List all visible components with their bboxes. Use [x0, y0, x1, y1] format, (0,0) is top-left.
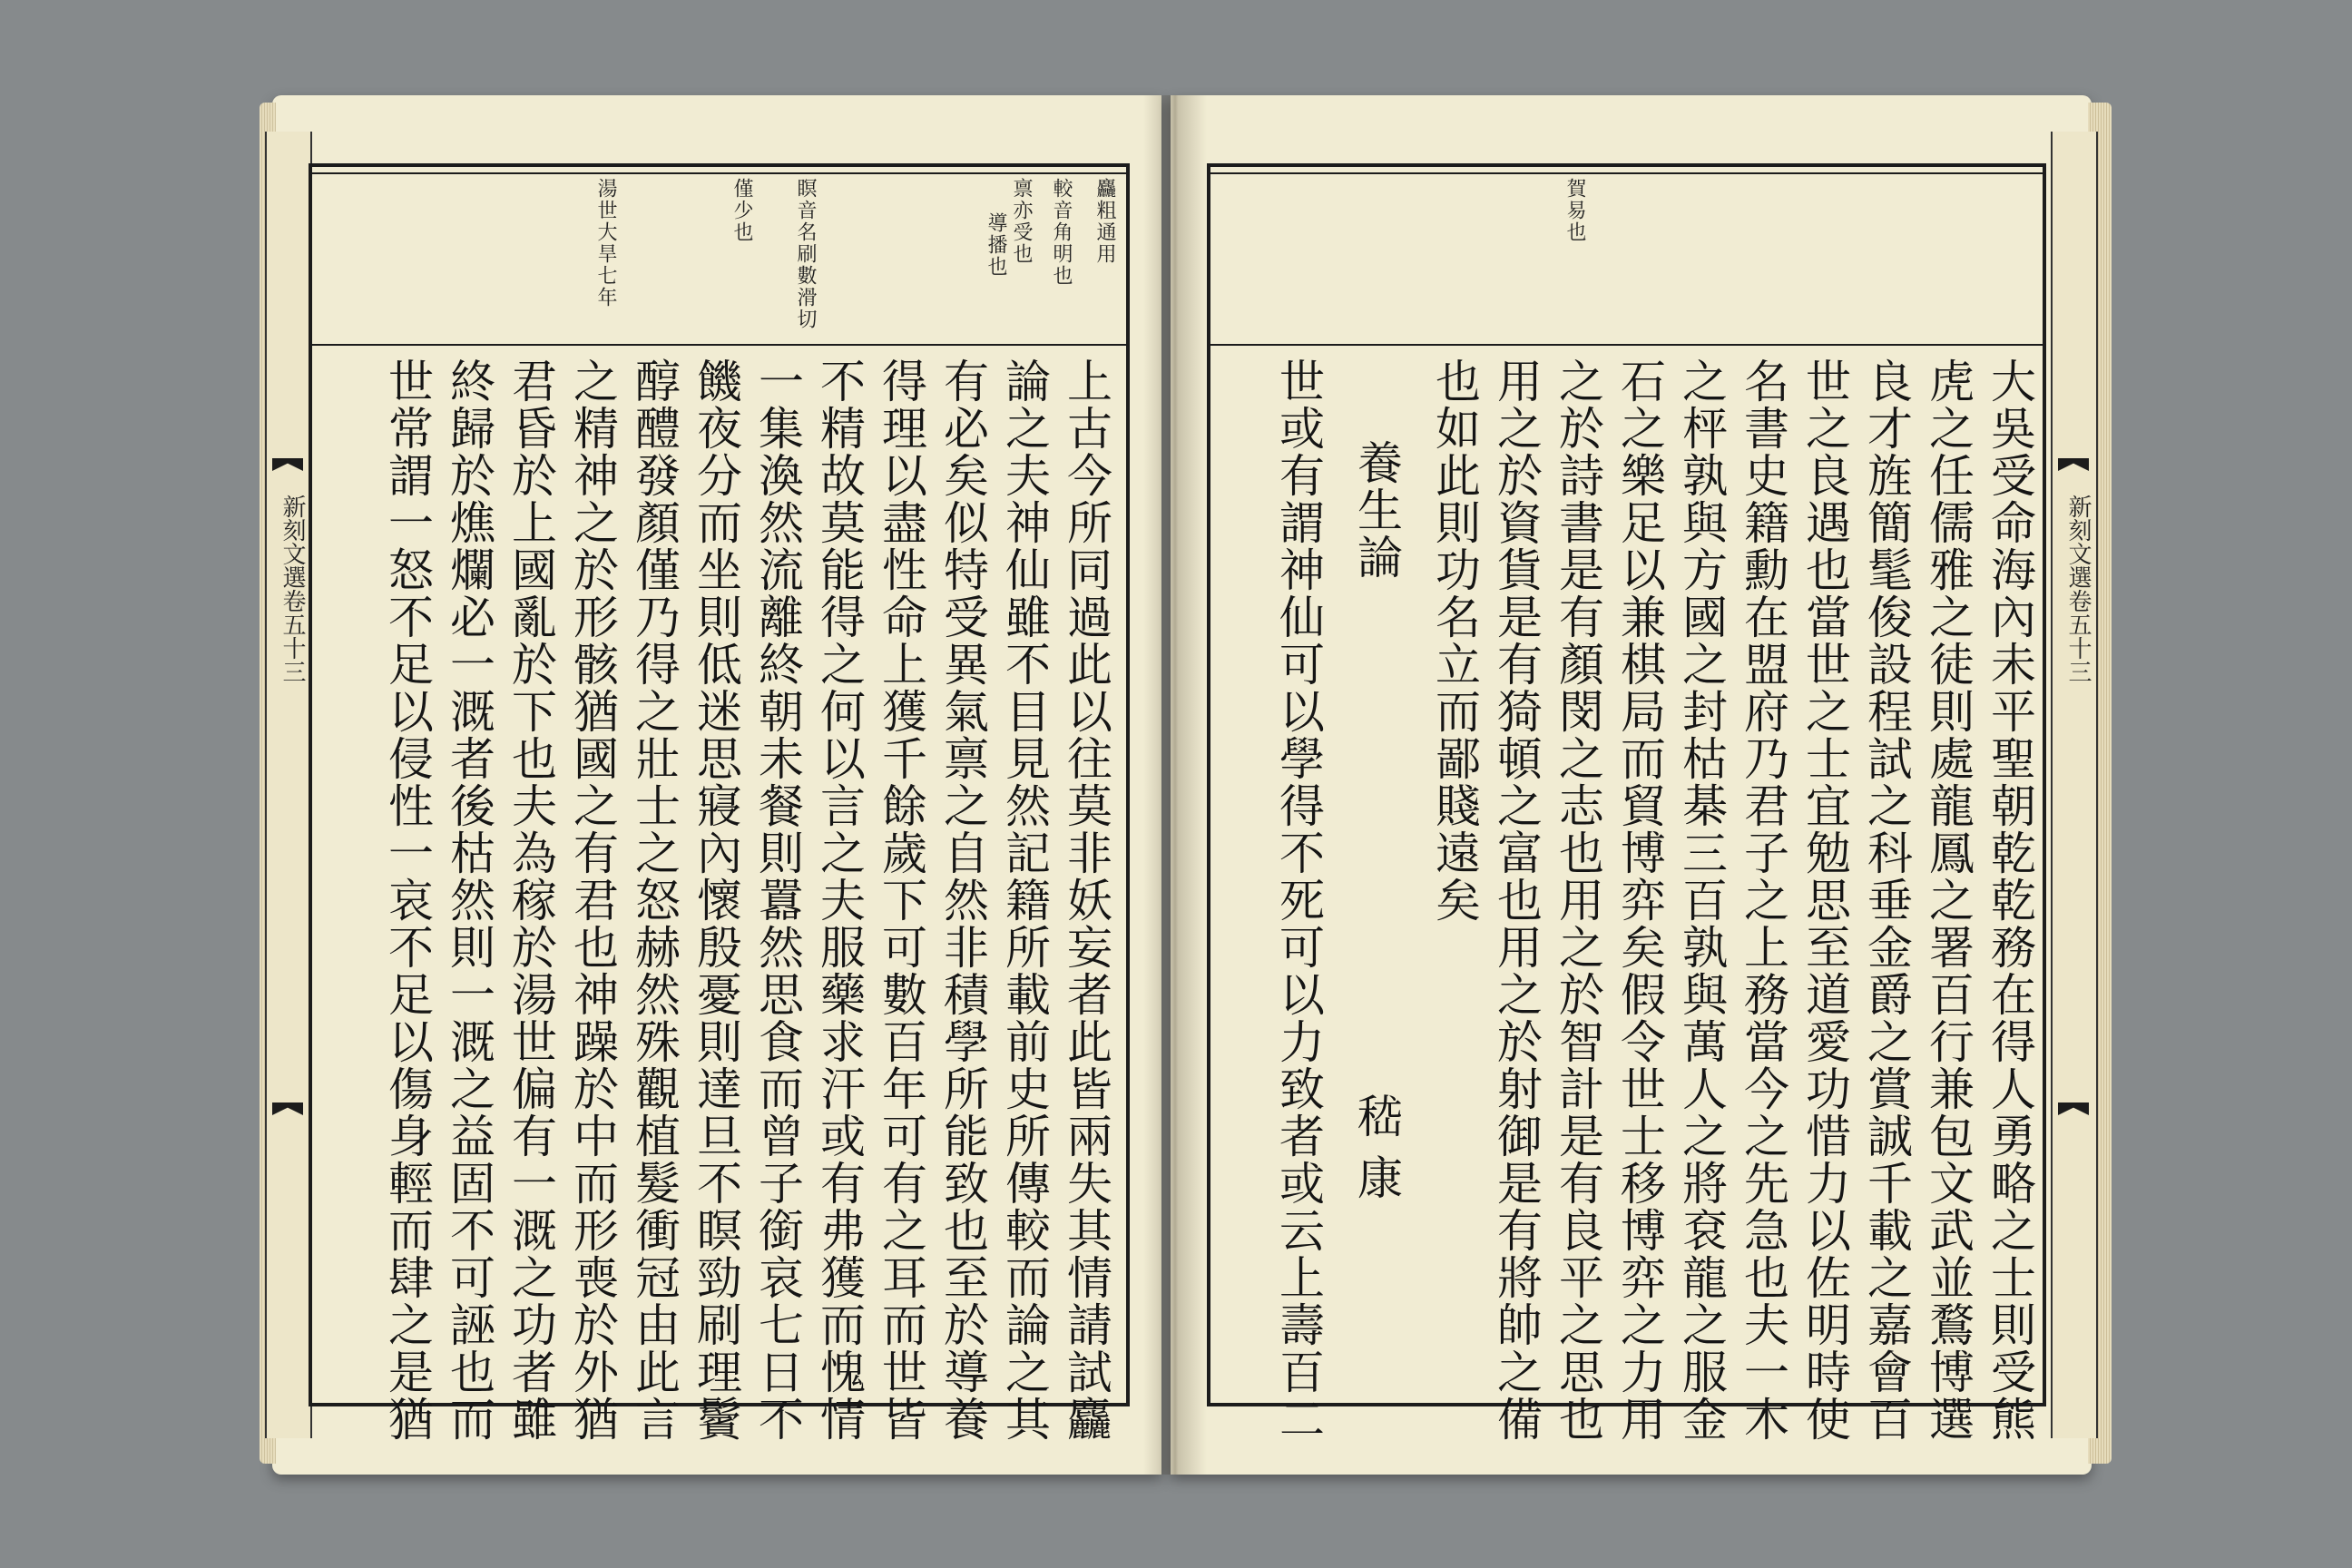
- text-column-5: 不精故莫能得之何以言之夫服藥求汗或有弗獲而愧情: [813, 358, 866, 1443]
- text-column-r2: 虎之任儒雅之徒則處龍鳳之署百行兼包文武並鶩博選: [1922, 358, 1975, 1443]
- fishtail-mark: [272, 1102, 303, 1115]
- text-column-r5: 名書史籍勳在盟府乃君子之上務當今之先急也夫一木: [1737, 358, 1789, 1443]
- fishtail-mark: [2058, 458, 2089, 471]
- note-6: 僅少也: [730, 178, 753, 243]
- right-page-frame: [1207, 163, 2046, 1443]
- text-column-r10: 也如此則功名立而鄙賤遠矣: [1428, 358, 1481, 924]
- right-sidebar-title: 新刻文選卷五十三: [2064, 495, 2092, 683]
- text-column-9: 之精神之於形骸猶國之有君也神躁於中而形喪於外猶: [566, 358, 619, 1443]
- text-column-2: 論之夫神仙雖不目見然記籍所載前史所傳較而論之其: [998, 358, 1051, 1443]
- text-column-r3: 良才旌簡髦俊設程試之科垂金爵之賞誠千載之嘉會百: [1860, 358, 1913, 1443]
- left-page-frame: [309, 163, 1130, 1443]
- text-column-r8: 之於詩書是有顏閔之志也用之於智計是有良平之思也: [1552, 358, 1604, 1443]
- text-column-r9: 用之於資貨是有猗頓之富也用之於射御是有將帥之備: [1490, 358, 1543, 1443]
- text-column-12: 世常謂一怒不足以侵性一哀不足以傷身輕而肆之是猶: [381, 358, 434, 1443]
- text-column-1: 上古今所同過此以往莫非妖妄者此皆兩失其情請試麤: [1060, 358, 1112, 1443]
- text-column-4: 得理以盡性命上獲千餘歲下可數百年可有之耳而世皆: [875, 358, 927, 1443]
- fishtail-mark: [272, 458, 303, 471]
- text-column-11: 終歸於燋爛必一溉者後枯然則一溉之益固不可誣也而: [443, 358, 495, 1443]
- right-page: [1171, 95, 2092, 1475]
- text-column-r7: 石之樂足以兼棋局而貿博弈矣假令世士移博弈之力用: [1613, 358, 1666, 1443]
- text-column-7: 饑夜分而坐則低迷思寢內懷殷憂則達旦不瞑勁刷理鬢: [690, 358, 742, 1443]
- right-page-fore-edge: [2051, 132, 2098, 1438]
- note-4: 導播也: [985, 212, 1007, 278]
- text-column-r4: 世之良遇也當世之士宜勉思至道愛功惜力以佐明時使: [1798, 358, 1851, 1443]
- text-column-6: 一集渙然流離終朝未餐則囂然思食而曾子銜哀七日不: [751, 358, 804, 1443]
- note-2: 較音角明也: [1050, 178, 1073, 287]
- text-column-8: 醇醴發顏僅乃得之壯士之怒赫然殊觀植髮衝冠由此言: [628, 358, 681, 1443]
- note-3: 禀亦受也: [1010, 178, 1033, 265]
- note-1: 麤粗通用: [1093, 178, 1116, 265]
- open-book: [272, 95, 2092, 1475]
- author-name: 嵇康: [1350, 1093, 1403, 1216]
- text-column-10: 君昏於上國亂於下也夫為稼於湯世偏有一溉之功者雖: [505, 358, 557, 1443]
- right-notes-band: [1210, 167, 2043, 346]
- left-page-fore-edge: [265, 132, 312, 1438]
- text-column-3: 有必矣似特受異氣禀之自然非積學所能致也至於導養: [936, 358, 989, 1443]
- intro-column: 世或有謂神仙可以學得不死可以力致者或云上壽百二: [1272, 358, 1325, 1443]
- left-sidebar-title: 新刻文選卷五十三: [279, 495, 306, 683]
- note-7: 湯世大旱七年: [594, 178, 617, 309]
- note-right-1: 賀易也: [1563, 178, 1586, 243]
- fishtail-mark: [2058, 1102, 2089, 1115]
- note-5: 瞑音名刷數滑切: [794, 178, 817, 330]
- section-title: 養生論: [1350, 439, 1403, 581]
- text-column-r6: 之枰孰與方國之封枯棊三百孰與萬人之將袞龍之服金: [1675, 358, 1728, 1443]
- left-page: [272, 95, 1161, 1475]
- text-column-r1: 大吳受命海內未平聖朝乾乾務在得人勇略之士則受熊: [1984, 358, 2036, 1443]
